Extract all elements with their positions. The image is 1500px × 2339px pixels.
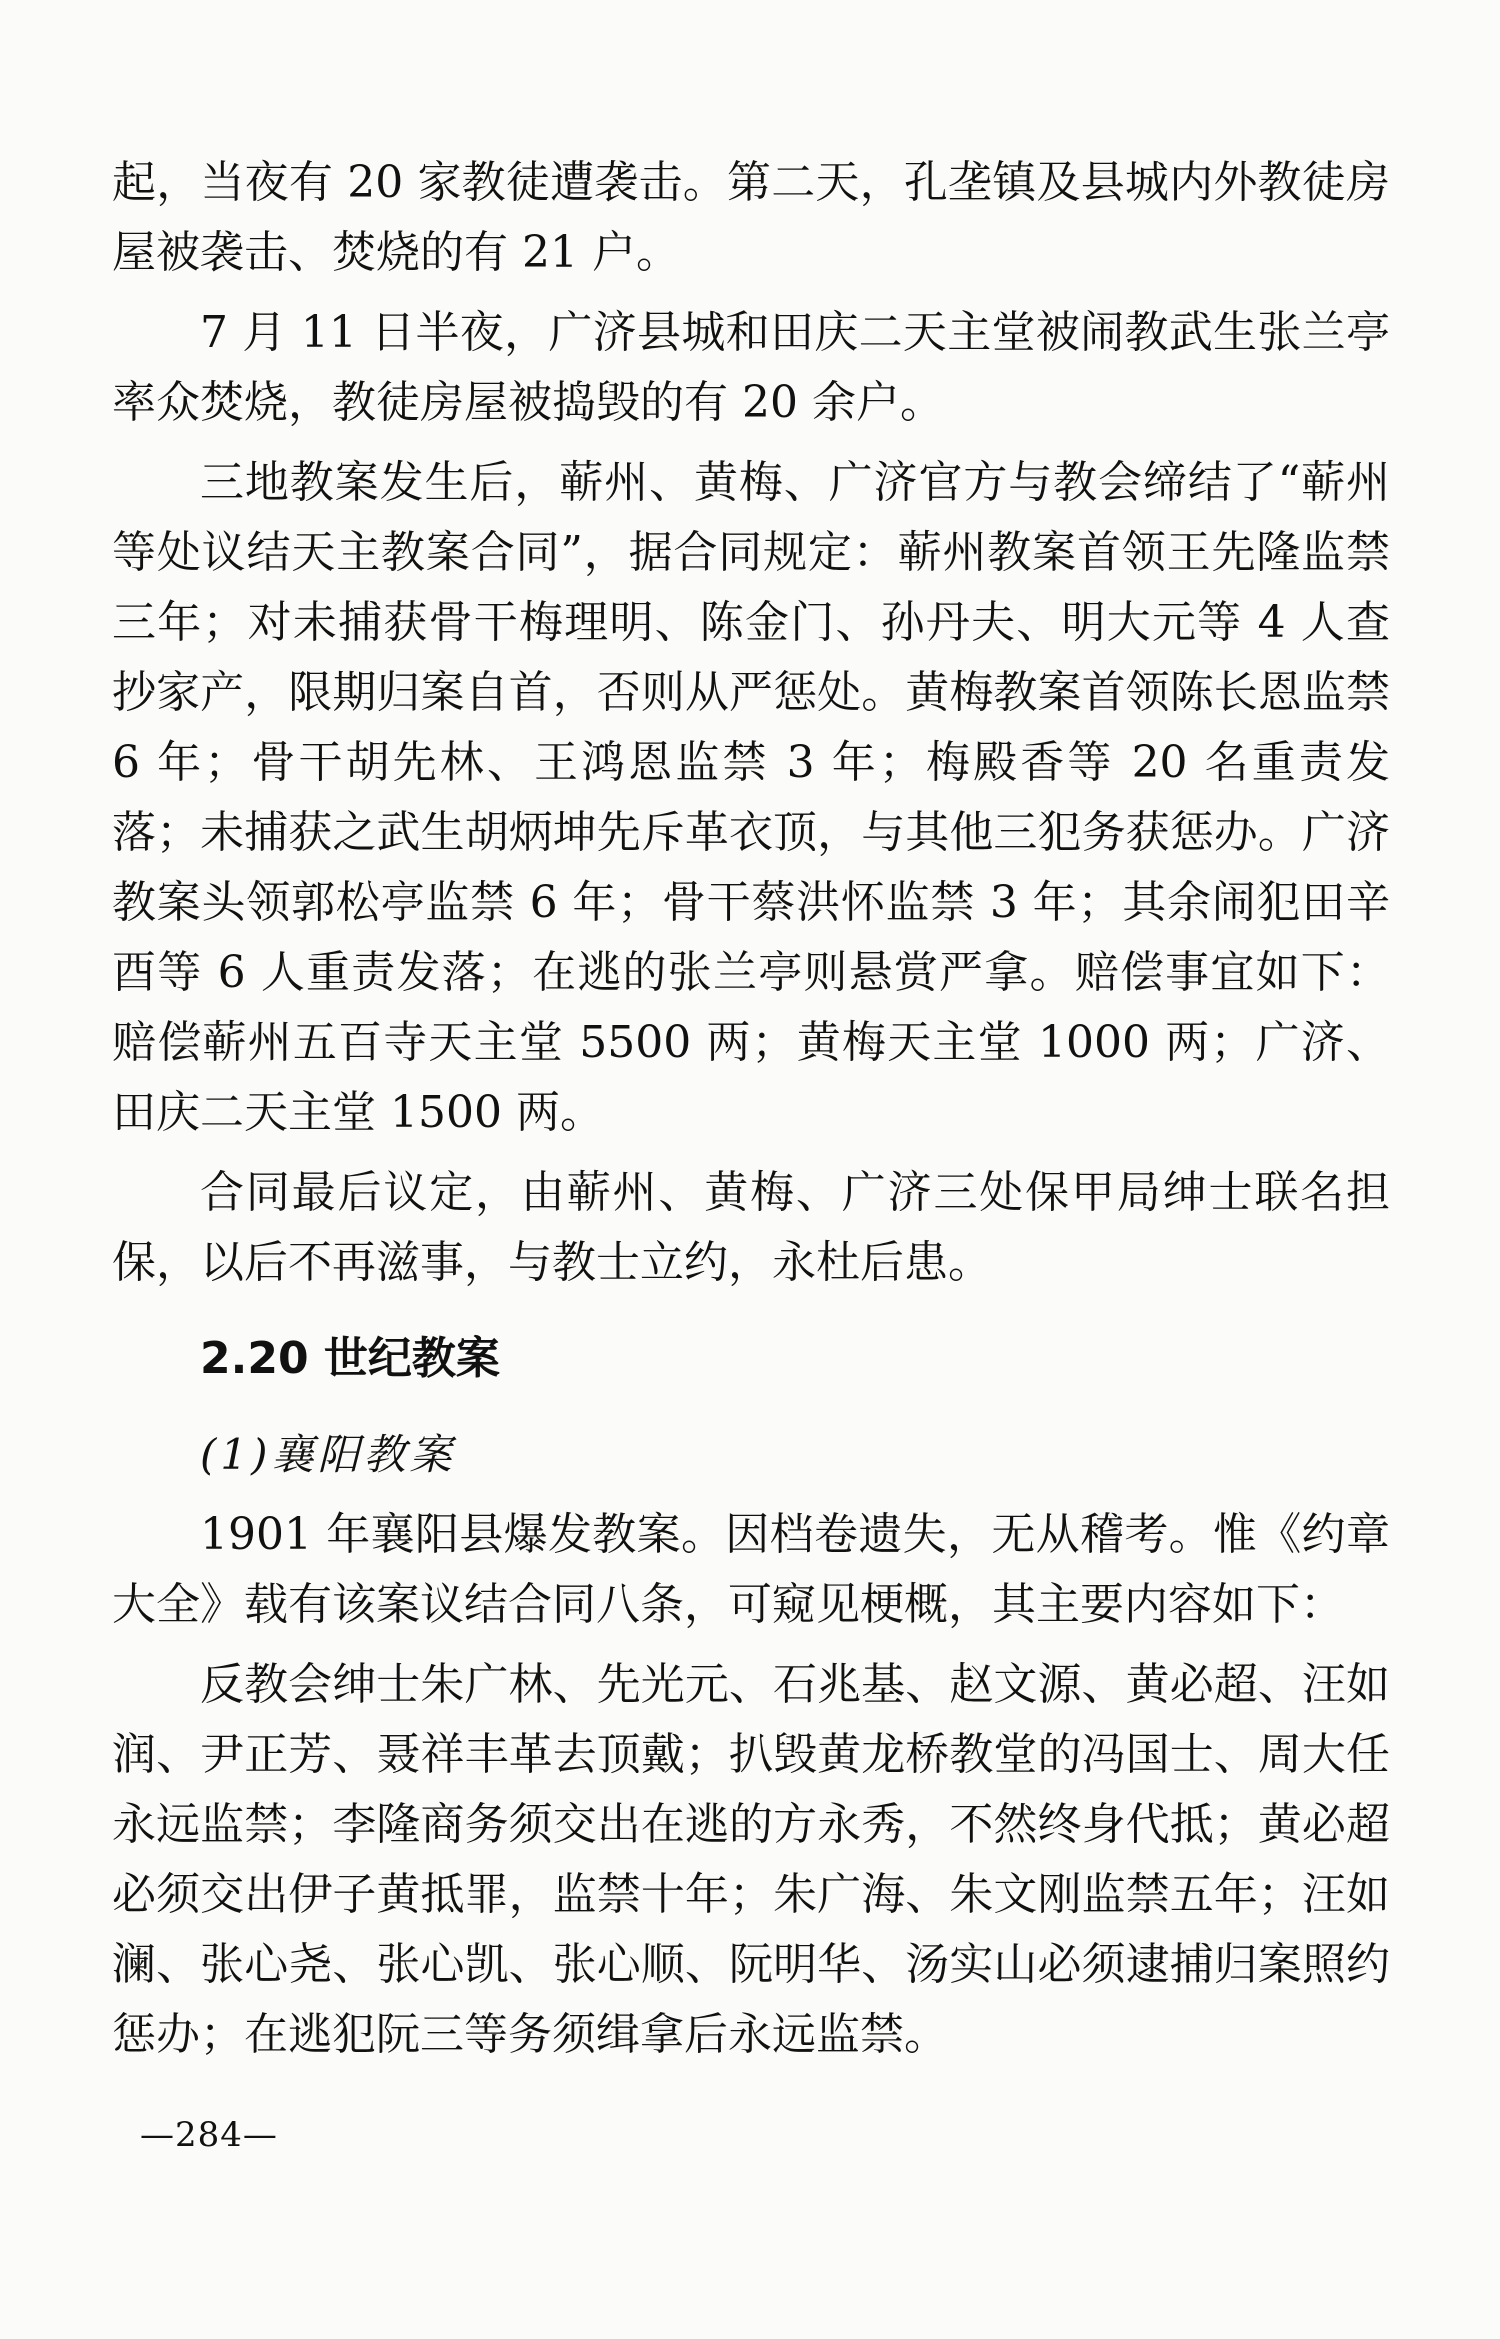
- page-body: [112, 148, 1390, 2070]
- section-heading: 2.20 世纪教案: [200, 1333, 500, 1384]
- paragraph-contract-terms: 三地教案发生后，蕲州、黄梅、广济官方与教会缔结了“蕲州等处议结天主教案合同”，据合同规定：蕲州教案首领王先隆监禁三年；对未捕获骨干梅理明、陈金门、孙丹夫、明大元等 4 人查抄家产，限期归案自首，否则从严惩处。黄梅教案首领陈长恩监禁 6 年；骨干胡先林、王鸿恩监禁 3 年；梅殿香等 20 名重责发落；未捕获之武生胡炳坤先斥革衣顶，与其他三犯务获惩办。广济教案头领郭松亭监禁 6 年；骨干蔡洪怀监禁 3 年；其余闹犯田辛酉等 6 人重责发落；在逃的张兰亭则悬赏严拿。赔偿事宜如下：赔偿蕲州五百寺天主堂 5500 两；黄梅天主堂 1000 两；广济、田庆二天主堂 1500 两。: [112, 457, 1390, 1138]
- paragraph-continuation: 起，当夜有 20 家教徒遭袭击。第二天，孔垄镇及县城内外教徒房屋被袭击、焚烧的有 21 户。: [112, 157, 1390, 278]
- paragraph-xiangyang-terms: 反教会绅士朱广林、先光元、石兆基、赵文源、黄必超、汪如润、尹正芳、聂祥丰革去顶戴；扒毁黄龙桥教堂的冯国士、周大任永远监禁；李隆商务须交出在逃的方永秀，不然终身代抵；黄必超必须交出伊子黄抵罪，监禁十年；朱广海、朱文刚监禁五年；汪如澜、张心尧、张心凯、张心顺、阮明华、汤实山必须逮捕归案照约惩办；在逃犯阮三等务须缉拿后永远监禁。: [112, 1659, 1390, 2060]
- paragraph-guangji-case: 7 月 11 日半夜，广济县城和田庆二天主堂被闹教武生张兰亭率众焚烧，教徒房屋被捣毁的有 20 余户。: [112, 307, 1390, 428]
- page-number: —284—: [140, 2115, 278, 2155]
- paragraph-contract-guarantee: 合同最后议定，由蕲州、黄梅、广济三处保甲局绅士联名担保，以后不再滋事，与教士立约，永杜后患。: [112, 1167, 1390, 1288]
- sub-heading: (1)襄阳教案: [200, 1430, 456, 1479]
- paragraph-xiangyang-intro: 1901 年襄阳县爆发教案。因档卷遗失，无从稽考。惟《约章大全》载有该案议结合同八条，可窥见梗概，其主要内容如下：: [112, 1509, 1390, 1630]
